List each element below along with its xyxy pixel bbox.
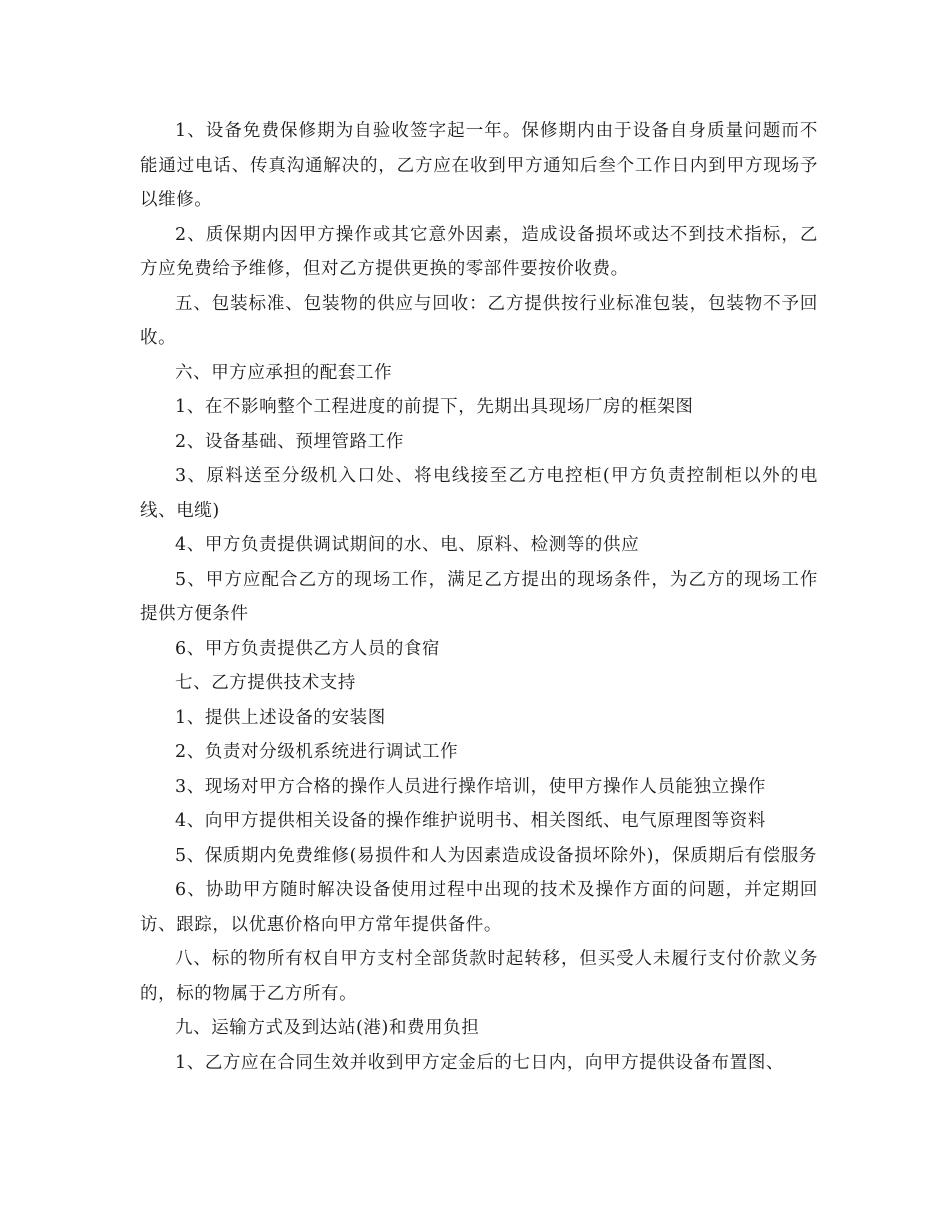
paragraph-support-item-4: 4、向甲方提供相关设备的操作维护说明书、相关图纸、电气原理图等资料 [175, 811, 766, 831]
paragraph-party-a-item-3: 3、原料送至分级机入口处、将电线接至乙方电控柜(甲方负责控制柜以外的电线、电缆) [140, 466, 818, 521]
paragraph-support-item-3: 3、现场对甲方合格的操作人员进行操作培训，使甲方操作人员能独立操作 [175, 776, 766, 797]
paragraph-party-a-item-5: 5、甲方应配合乙方的现场工作，满足乙方提出的现场条件，为乙方的现场工作提供方便条件 [140, 569, 818, 624]
section-ownership-transfer: 八、标的物所有权自甲方支村全部货款时起转移，但买受人未履行支付价款义务的，标的物属于乙方所有。 [140, 949, 818, 1004]
paragraph-party-a-item-4: 4、甲方负责提供调试期间的水、电、原料、检测等的供应 [175, 535, 640, 555]
paragraph-support-item-5: 5、保质期内免费维修(易损件和人为因素造成设备损坏除外)，保质期后有偿服务 [175, 845, 817, 866]
paragraph-party-a-item-2: 2、设备基础、预埋管路工作 [175, 431, 404, 452]
document-body [140, 114, 818, 1080]
section-heading-party-a-duties: 六、甲方应承担的配套工作 [175, 362, 393, 383]
paragraph-warranty-period: 1、设备免费保修期为自验收签字起一年。保修期内由于设备自身质量问题而不能通过电话、传真沟通解决的，乙方应在收到甲方通知后叁个工作日内到甲方现场予以维修。 [140, 121, 818, 210]
paragraph-support-item-2: 2、负责对分级机系统进行调试工作 [175, 742, 459, 762]
section-heading-technical-support: 七、乙方提供技术支持 [175, 673, 356, 693]
paragraph-warranty-exclusions: 2、质保期内因甲方操作或其它意外因素，造成设备损坏或达不到技术指标，乙方应免费给予维修，但对乙方提供更换的零部件要按价收费。 [140, 224, 818, 279]
paragraph-transport-item-1: 1、乙方应在合同生效并收到甲方定金后的七日内，向甲方提供设备布置图、 [175, 1052, 785, 1073]
paragraph-support-item-1: 1、提供上述设备的安装图 [175, 707, 386, 728]
paragraph-support-item-6: 6、协助甲方随时解决设备使用过程中出现的技术及操作方面的问题，并定期回访、跟踪，以优惠价格向甲方常年提供备件。 [140, 880, 818, 935]
section-heading-transport: 九、运输方式及到达站(港)和费用负担 [175, 1018, 480, 1038]
paragraph-party-a-item-6: 6、甲方负责提供乙方人员的食宿 [175, 638, 441, 659]
section-packaging: 五、包装标准、包装物的供应与回收：乙方提供按行业标准包装，包装物不予回收。 [140, 293, 818, 348]
paragraph-party-a-item-1: 1、在不影响整个工程进度的前提下，先期出具现场厂房的框架图 [175, 397, 694, 417]
